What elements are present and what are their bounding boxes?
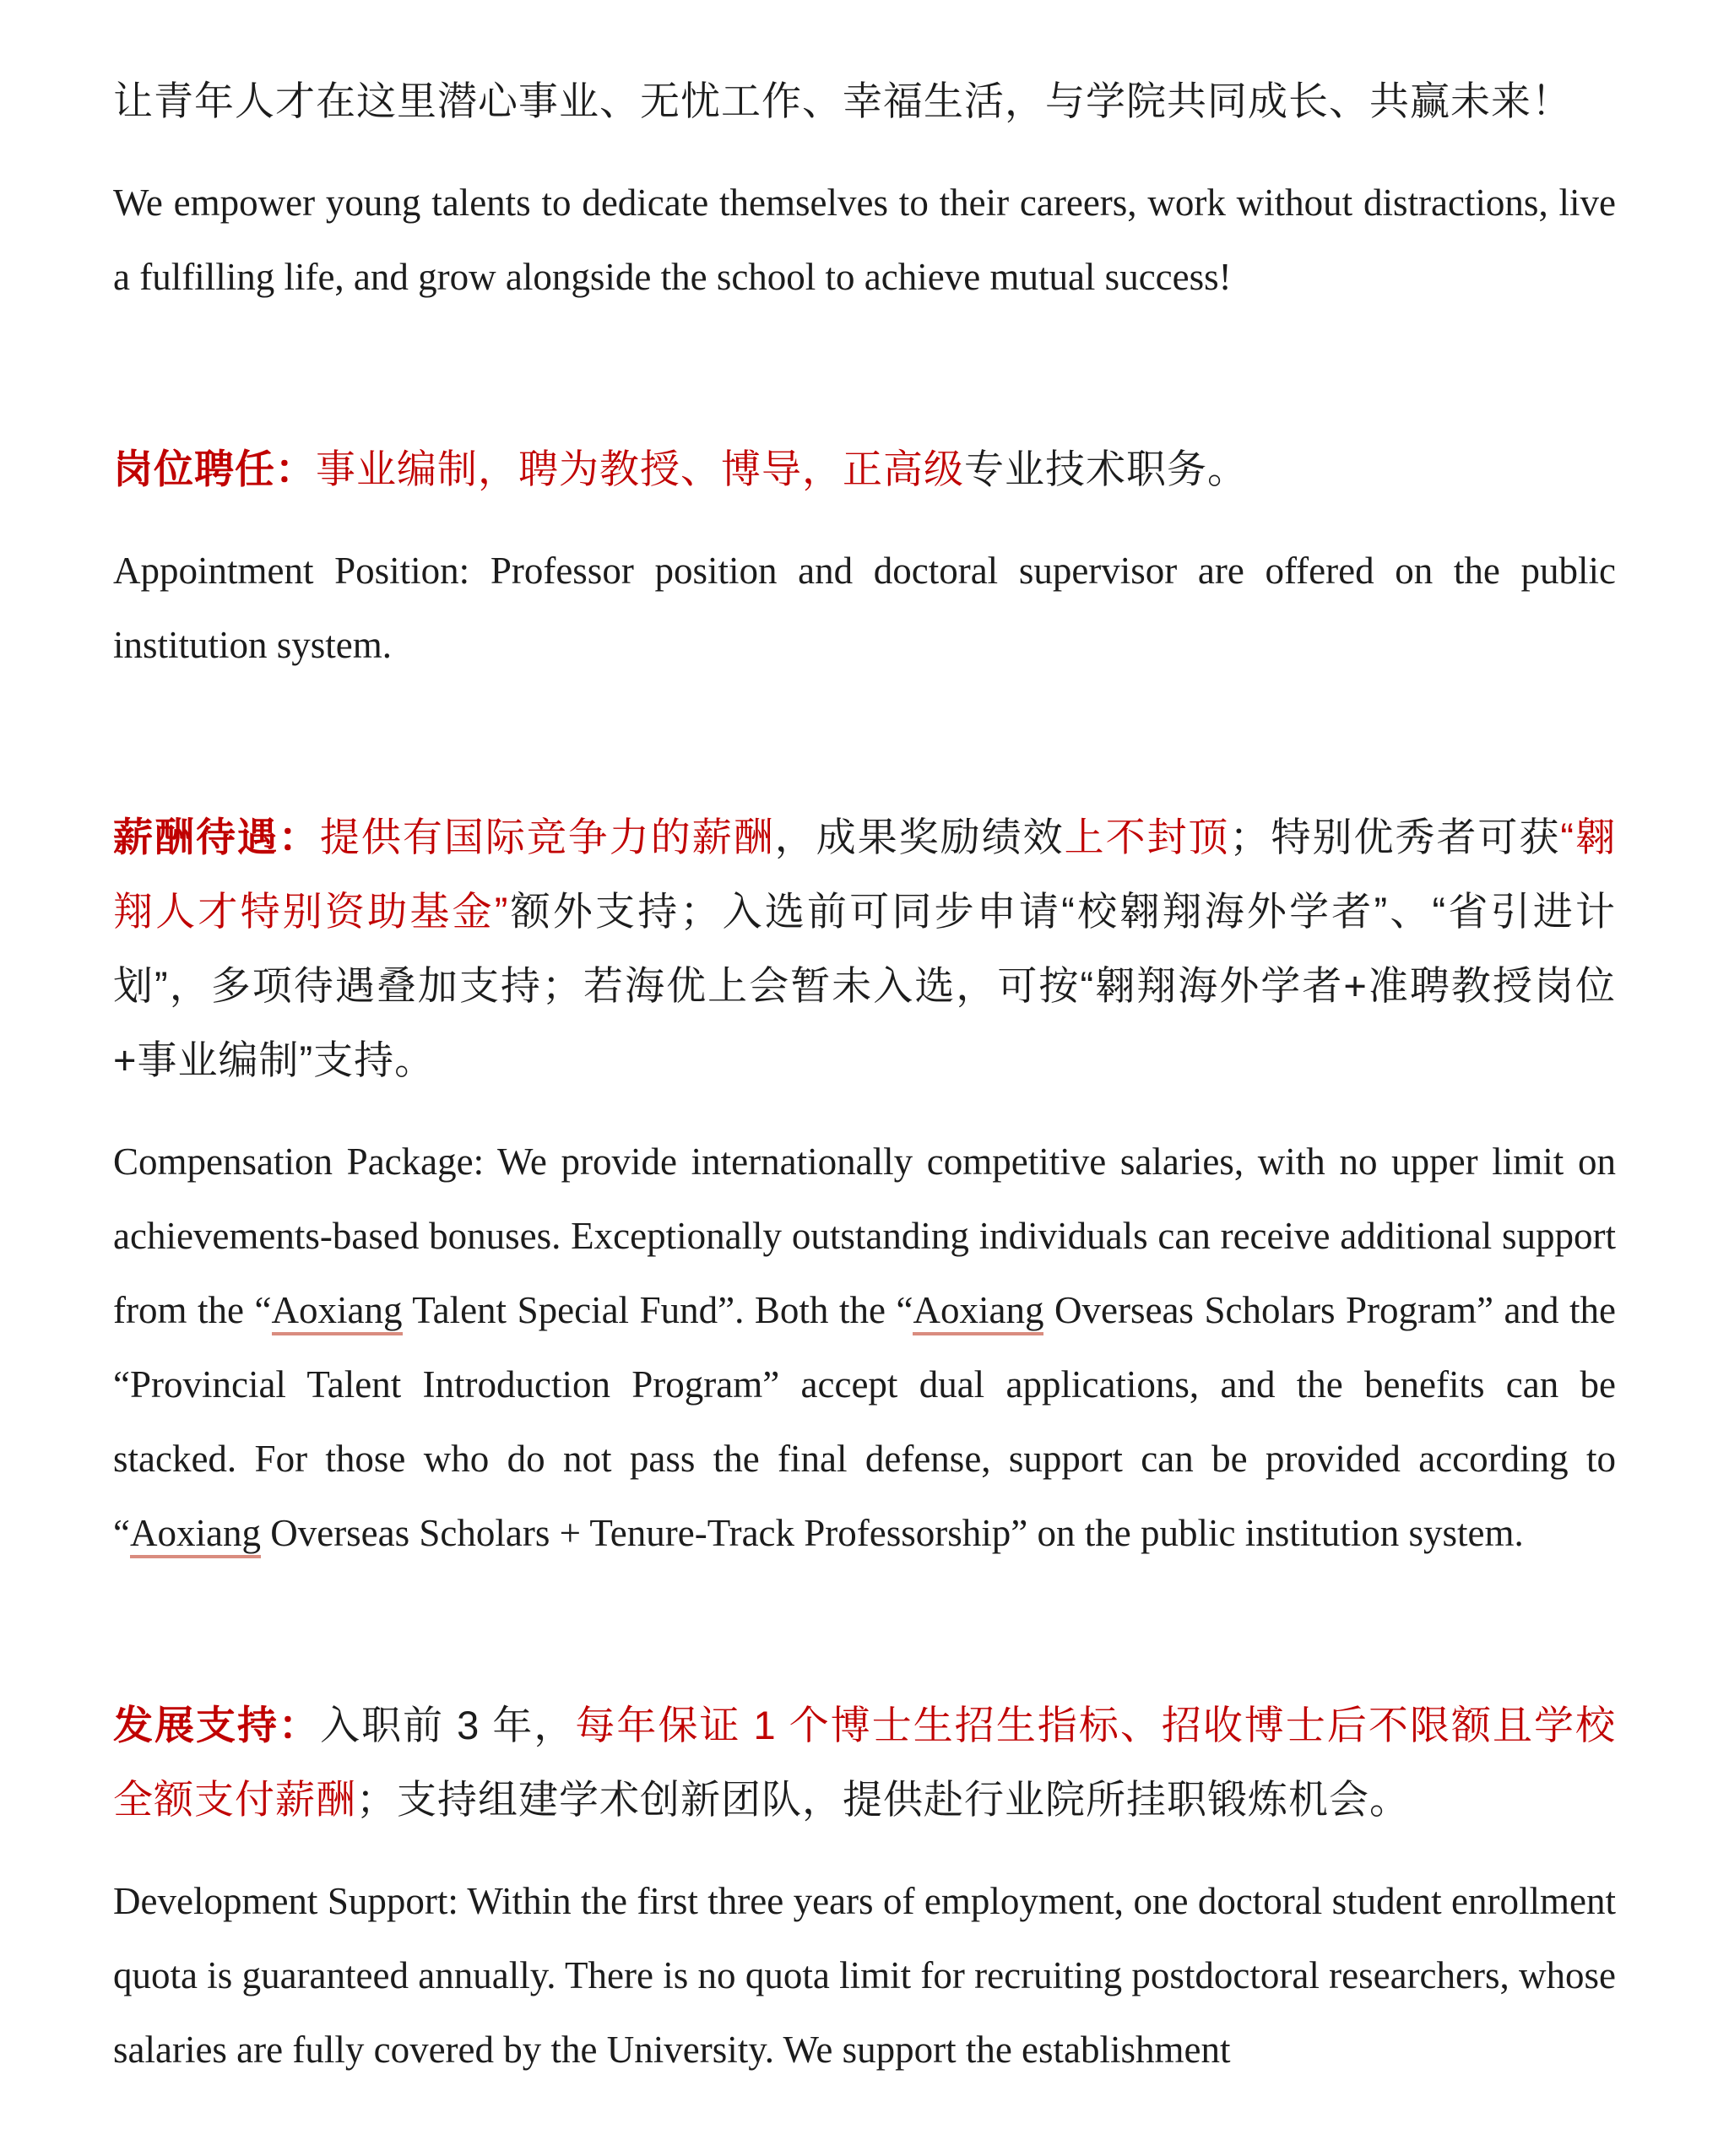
text-segment-k: We empower young talents to dedicate themselves to their careers, work without distractions, live a fulfilling life, and grow alongside the school to achieve mutual success! [113,181,1616,298]
text-segment-k: 入职前 3 年， [320,1703,576,1747]
text-segment-r: 提供有国际竞争力的薪酬 [319,815,775,859]
text-segment-k: ；特别优秀者可获 [1229,815,1561,859]
paragraph-compensation-en [113,1124,1616,1570]
text-segment-k: ，成果奖励绩效 [774,815,1065,859]
paragraph-intro-en [113,165,1616,314]
paragraph-compensation-cn [113,800,1616,1097]
paragraph-appointment-cn [113,432,1616,506]
text-segment-r: “翱翔人才特别资助基金” [113,815,1617,934]
text-segment-u: Aoxiang [913,1289,1043,1335]
text-segment-k: Development Support: Within the first three years of employment, one doctoral student enrollment quota is guaranteed annually. There is no quota limit for recruiting postdoctoral researchers, whose salaries are fully covered by the University. We support the establishment [113,1880,1616,2071]
text-segment-u: Aoxiang [130,1512,261,1558]
text-segment-u: Aoxiang [272,1289,403,1335]
paragraph-appointment-en [113,534,1616,682]
paragraph-development-cn [113,1688,1616,1837]
text-segment-k: 让青年人才在这里潜心事业、无忧工作、幸福生活，与学院共同成长、共赢未来！ [113,79,1572,123]
text-segment-r: 上不封顶 [1064,815,1230,859]
paragraph-development-en [113,1864,1616,2087]
text-segment-k: 专业技术职务。 [964,447,1248,491]
text-segment-k: Overseas Scholars Program” and the “Provincial Talent Introduction Program” accept dual applications, and the benefits can be stacked. For those who do not pass the final defense, support can be provided according to “ [113,1289,1617,1554]
text-segment-k: Appointment Position: Professor position and doctoral supervisor are offered on the public institution system. [113,550,1616,666]
text-segment-k: Talent Special Fund”. Both the “ [402,1289,913,1331]
text-segment-r: 每年保证 1 个博士生招生指标、招收博士后不限额且学校全额支付薪酬 [113,1703,1616,1822]
text-segment-hr: 岗位聘任： [113,447,316,491]
text-segment-hr: 薪酬待遇： [113,815,320,859]
text-segment-r: 事业编制，聘为教授、博导，正高级 [316,447,964,491]
text-segment-hr: 发展支持： [113,1703,321,1747]
paragraph-intro-cn [113,64,1616,138]
text-segment-k: Overseas Scholars + Tenure-Track Professorship” on the public institution system. [260,1512,1524,1554]
text-segment-k: ；支持组建学术创新团队，提供赴行业院所挂职锻炼机会。 [356,1777,1410,1822]
text-segment-k: 额外支持；入选前可同步申请“校翱翔海外学者”、“省引进计划”，多项待遇叠加支持；若海优上会暂未入选，可按“翱翔海外学者+准聘教授岗位+事业编制”支持。 [113,889,1616,1082]
text-segment-k: Compensation Package: We provide internationally competitive salaries, with no upper limit on achievements-based bonuses. Exceptionally outstanding individuals can receive additional support from the “ [113,1140,1616,1331]
